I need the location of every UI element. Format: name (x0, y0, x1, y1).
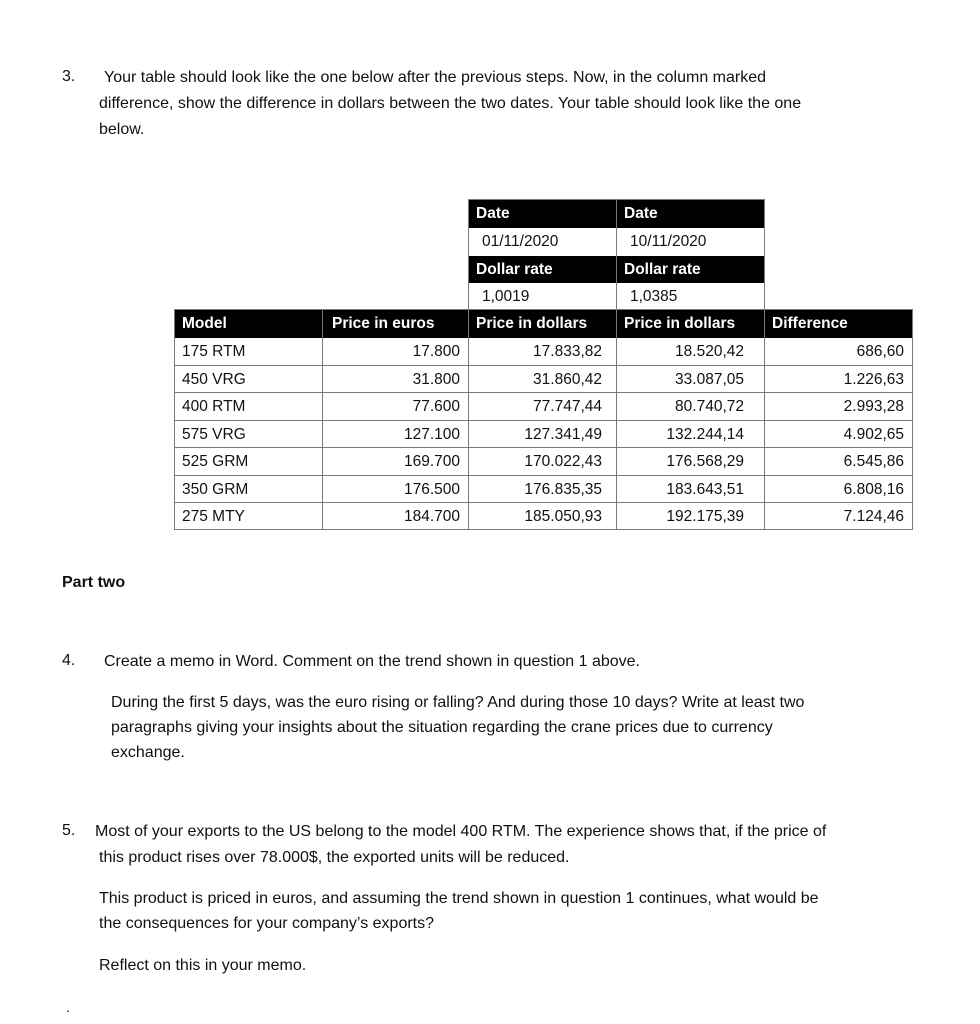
table-border (174, 475, 913, 476)
cell-model: 350 GRM (174, 476, 322, 504)
question-5-number: 5. (62, 822, 76, 839)
cell-difference: 6.808,16 (764, 476, 912, 504)
question-3-line-2: difference, show the difference in dollars between the two dates. Your table should look like the one (99, 95, 802, 112)
table-border (174, 392, 913, 393)
cell-model: 525 GRM (174, 448, 322, 476)
cell-price-euros: 184.700 (322, 503, 468, 530)
cell-model: 275 MTY (174, 503, 322, 530)
cell-difference: 6.545,86 (764, 448, 912, 476)
dollar-rate-header-2: Dollar rate (616, 256, 764, 283)
table-border (174, 365, 913, 366)
footer-mark: . (66, 999, 70, 1015)
cell-price-dollars-1: 31.860,42 (468, 366, 616, 394)
date-header-1: Date (468, 200, 616, 228)
question-5-para3: Reflect on this in your memo. (99, 957, 307, 974)
cell-price-dollars-2: 132.244,14 (616, 421, 764, 449)
dollar-rate-value-1: 1,0019 (468, 283, 616, 310)
table-border (174, 309, 913, 310)
cell-price-dollars-2: 33.087,05 (616, 366, 764, 394)
cell-model: 175 RTM (174, 338, 322, 366)
cell-difference: 7.124,46 (764, 503, 912, 530)
cell-difference: 686,60 (764, 338, 912, 366)
cell-difference: 2.993,28 (764, 393, 912, 421)
question-4-line-1: Create a memo in Word. Comment on the trend shown in question 1 above. (104, 653, 640, 670)
cell-price-dollars-1: 176.835,35 (468, 476, 616, 504)
cell-difference: 4.902,65 (764, 421, 912, 449)
question-5-para2-line-1: This product is priced in euros, and assuming the trend shown in question 1 continues, what would be (99, 890, 819, 907)
cell-model: 575 VRG (174, 421, 322, 449)
cell-price-dollars-2: 18.520,42 (616, 338, 764, 366)
rate-table-border-mid (616, 199, 617, 310)
question-4-para-line-3: exchange. (111, 744, 185, 761)
date-value-1: 01/11/2020 (468, 228, 616, 256)
cell-price-dollars-1: 77.747,44 (468, 393, 616, 421)
question-4-para-line-2: paragraphs giving your insights about the situation regarding the crane prices due to currency (111, 719, 773, 736)
header-price-dollars-2: Price in dollars (616, 310, 764, 338)
cell-price-euros: 17.800 (322, 338, 468, 366)
cell-price-euros: 169.700 (322, 448, 468, 476)
table-border (174, 447, 913, 448)
rate-table-border-right (764, 199, 765, 310)
date-value-2: 10/11/2020 (616, 228, 764, 256)
cell-price-dollars-1: 185.050,93 (468, 503, 616, 530)
part-two-heading: Part two (62, 574, 126, 591)
table-border (174, 529, 913, 530)
header-price-euros: Price in euros (322, 310, 468, 338)
header-model: Model (174, 310, 322, 338)
cell-price-dollars-1: 170.022,43 (468, 448, 616, 476)
question-5-line-2: this product rises over 78.000$, the exported units will be reduced. (99, 849, 570, 866)
table-border (174, 420, 913, 421)
header-price-dollars-1: Price in dollars (468, 310, 616, 338)
cell-price-euros: 127.100 (322, 421, 468, 449)
question-3-number: 3. (62, 68, 76, 85)
rate-table-border-top (468, 199, 765, 200)
cell-price-dollars-2: 183.643,51 (616, 476, 764, 504)
cell-price-dollars-1: 17.833,82 (468, 338, 616, 366)
rate-table-border-left (468, 199, 469, 310)
cell-price-dollars-1: 127.341,49 (468, 421, 616, 449)
question-3-line-1: Your table should look like the one below after the previous steps. Now, in the column marked (104, 69, 767, 86)
cell-price-euros: 31.800 (322, 366, 468, 394)
cell-model: 400 RTM (174, 393, 322, 421)
cell-difference: 1.226,63 (764, 366, 912, 394)
question-5-line-1: Most of your exports to the US belong to the model 400 RTM. The experience shows that, if the price of (95, 823, 827, 840)
question-3-line-3: below. (99, 121, 145, 138)
cell-price-dollars-2: 176.568,29 (616, 448, 764, 476)
question-4-number: 4. (62, 652, 76, 669)
table-border (174, 502, 913, 503)
cell-price-euros: 176.500 (322, 476, 468, 504)
dollar-rate-value-2: 1,0385 (616, 283, 764, 310)
question-4-para-line-1: During the first 5 days, was the euro rising or falling? And during those 10 days? Write at least two (111, 694, 805, 711)
date-header-2: Date (616, 200, 764, 228)
cell-price-dollars-2: 80.740,72 (616, 393, 764, 421)
question-5-para2-line-2: the consequences for your company’s exports? (99, 915, 435, 932)
header-difference: Difference (764, 310, 912, 338)
cell-model: 450 VRG (174, 366, 322, 394)
dollar-rate-header-1: Dollar rate (468, 256, 616, 283)
cell-price-dollars-2: 192.175,39 (616, 503, 764, 530)
cell-price-euros: 77.600 (322, 393, 468, 421)
